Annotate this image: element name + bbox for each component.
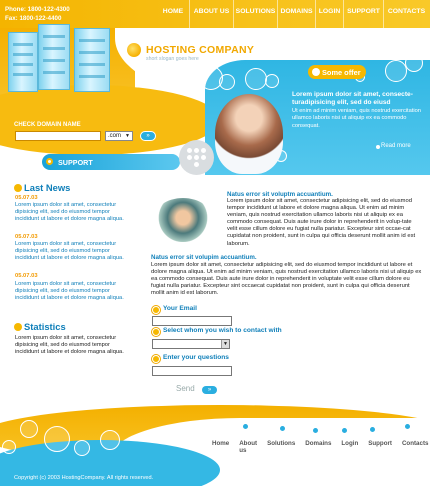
news-date: 05.07.03 <box>15 234 38 240</box>
support-bullet-icon <box>46 158 53 165</box>
news-date: 05.07.03 <box>15 273 38 279</box>
statistics-text: Lorem ipsum dolor sit amet, consectetur dipisicing elit, sed do eiusmod tempor incididunt ut labore et dolore magna aliqua. <box>15 335 124 356</box>
news-date: 05.07.03 <box>15 195 38 201</box>
hero-text <box>292 91 427 130</box>
domain-check-button[interactable] <box>140 131 156 141</box>
footer-dot-icon <box>279 425 286 432</box>
news-bullet-icon <box>14 184 22 192</box>
bubble-decoration <box>44 426 70 452</box>
article-title: Natus error sit voluptm accuantium. <box>227 191 333 198</box>
logo-icon <box>127 43 141 57</box>
footer-link-solutions[interactable]: Solutions <box>267 440 296 447</box>
footer-link-home[interactable]: Home <box>212 440 230 447</box>
chevron-down-icon: ▼ <box>125 133 130 139</box>
contact-select[interactable] <box>152 339 230 349</box>
tld-select-value: .com <box>108 133 122 139</box>
nav-contacts[interactable]: CONTACTS <box>383 0 429 28</box>
read-more-bullet-icon <box>376 145 380 149</box>
top-nav <box>157 0 429 28</box>
chevron-down-icon: ▼ <box>221 340 229 348</box>
nav-home[interactable]: HOME <box>162 8 184 15</box>
hero-body: Ut enim ad minim veniam, quis nostrud exercitation ullamco laboris nisi ut aliquip ex ea commodo consequat. <box>292 108 421 129</box>
email-bullet-icon <box>152 306 160 314</box>
tld-select[interactable] <box>105 131 133 141</box>
send-button[interactable] <box>202 386 217 394</box>
footer-link-about-us[interactable]: About us <box>239 440 258 454</box>
nav-login[interactable]: LOGIN <box>315 0 343 28</box>
footer-dot-icon <box>404 423 411 430</box>
article-body: Lorem ipsum dolor sit amet, consectetur adipisicing elit, sed do eiusmod tempor incididunt ut labore et dolore magna aliqua. Ut enim ad minim veniam, quis nostrud exercitation ullamco laboris nisi ut aliquip ex ea commodo consequat. Duis aute irure dolor in reprehenderit in volup-tate velit esse cillum dolore eu fugiat nulla pariatur. Excepteur sint occae-cat cupidatat non proident, sunt in culpa qui officia deserunt mollit anim id est laborum. <box>227 198 416 247</box>
footer-link-support[interactable]: Support <box>368 440 392 447</box>
footer-dot-icon <box>369 426 376 433</box>
bubble-decoration <box>74 440 90 456</box>
footer-dot-icon <box>341 427 348 434</box>
domain-check-label: CHECK DOMAIN NAME <box>14 122 81 128</box>
support-agent-photo <box>215 94 283 174</box>
news-item-text[interactable]: Lorem ipsum dolor sit amet, consectetur dipisicing elit, sed do eiusmod tempor incididunt ut labore et dolore magna aliqua. <box>15 281 124 302</box>
support-bar[interactable] <box>42 154 180 170</box>
read-more-link[interactable]: Read more <box>381 143 411 149</box>
logo-title: HOSTING COMPANY <box>146 44 255 56</box>
bubble-decoration <box>20 420 38 438</box>
questions-field[interactable] <box>152 366 232 376</box>
double-arrow-icon: » <box>146 133 150 139</box>
contact-label: Select whom you wish to contact with <box>163 327 282 334</box>
some-offer-badge: Some offer <box>308 65 366 79</box>
news-title: Last News <box>24 182 71 193</box>
nav-solutions[interactable]: SOLUTIONS <box>233 0 277 28</box>
nav-support[interactable]: SUPPORT <box>343 0 383 28</box>
copyright-text: Copyright (c) 2003 HostingCompany. All rights reserved. <box>14 475 154 481</box>
bubble-decoration <box>2 440 16 454</box>
server-racks-illustration <box>8 18 116 108</box>
bubble-decoration <box>100 430 120 450</box>
statistics-title: Statistics <box>24 321 66 332</box>
article-title: Natus error sit volupim accuantium. <box>151 254 257 261</box>
double-arrow-icon: » <box>207 387 212 393</box>
logo-slogan: short slogan goes here <box>146 56 199 62</box>
contact-bullet-icon <box>152 328 160 336</box>
nav-domains[interactable]: DOMAINS <box>277 0 315 28</box>
questions-label: Enter your questions <box>163 354 229 361</box>
questions-bullet-icon <box>152 355 160 363</box>
statistics-bullet-icon <box>14 323 22 331</box>
footer-dot-icon <box>312 427 319 434</box>
woman-at-computer-photo <box>153 198 213 242</box>
offer-bullet-icon <box>312 68 320 76</box>
article-body: Lorem ipsum dolor sit amet, consectetur adipisicing elit, sed do eiusmod tempor incididunt ut labore et dolore magna aliqua. Ut enim ad minim veniam, quis nostrud exercitation ullamco laboris nisi ut aliquip ex ea commodo consequat. Duis aute irure dolor in reprehenderit in voluptate velit esse cillum dolore eu fugiat nulla pariatur. Excepteur sint occaecat cupidatat non proident, sunt in culpa qui officia deserunt mollit anim id est laborum. <box>151 262 422 297</box>
footer-link-contacts[interactable]: Contacts <box>401 440 429 447</box>
news-item-text[interactable]: Lorem ipsum dolor sit amet, consectetur dipisicing elit, sed do eiusmod tempor incididunt ut labore et dolore magna aliqua. <box>15 241 124 262</box>
footer-link-domains[interactable]: Domains <box>305 440 332 447</box>
send-label[interactable]: Send <box>176 384 195 393</box>
footer-nav <box>207 440 430 454</box>
domain-name-input[interactable] <box>15 131 101 141</box>
fax-number: Fax: 1800-122-4400 <box>5 15 62 22</box>
nav-about-us[interactable]: ABOUT US <box>189 0 233 28</box>
footer-dot-icon <box>242 423 249 430</box>
phone-number: Phone: 1800-122-4300 <box>5 6 70 13</box>
email-label: Your Email <box>163 305 197 312</box>
news-item-text[interactable]: Lorem ipsum dolor sit amet, consectetur dipisicing elit, sed do eiusmod tempor incididunt ut labore et dolore magna aliqua. <box>15 202 124 223</box>
hero-heading: Lorem ipsum dolor sit amet, consecte-turadipisicing elit, sed do eiusd <box>292 91 413 106</box>
email-field[interactable] <box>152 316 232 326</box>
support-label: SUPPORT <box>58 158 93 167</box>
decorative-dots-circle <box>179 140 214 175</box>
footer-link-login[interactable]: Login <box>341 440 359 447</box>
